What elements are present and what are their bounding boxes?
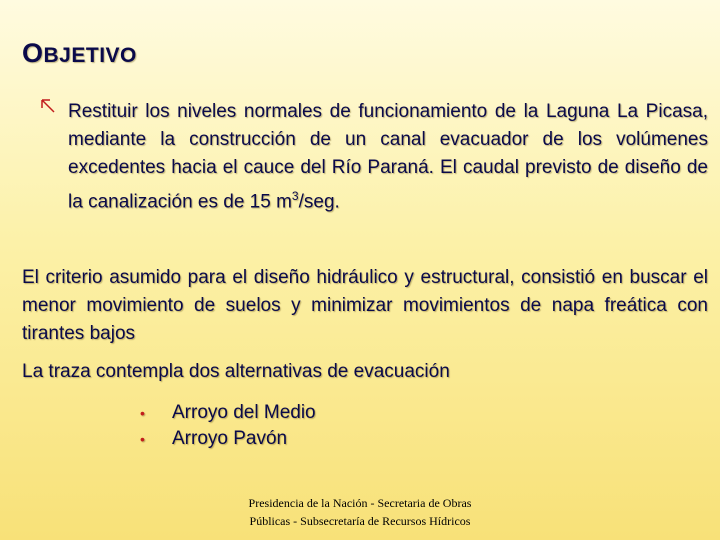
criterio-paragraph: El criterio asumido para el diseño hidráulico y estructural, consistió en buscar el menor movimiento de suelos y minimizar movimientos de napa freática con tirantes bajos (22, 267, 708, 344)
objective-end: /seg. (298, 191, 340, 213)
bullet-dot-icon: • (140, 405, 145, 421)
slide-title (22, 38, 137, 69)
alternatives-list (140, 400, 316, 452)
objective-main: Restituir los niveles normales de funcionamiento de la Laguna La Picasa, mediante la construcción de un canal evacuador de los volúmenes excedentes hacia el cauce del Río Paraná. El caudal previsto de diseño de la canalización es de 15 m (68, 101, 708, 213)
title-rest: BJETIVO (43, 44, 137, 67)
alternative-label: Arroyo del Medio (172, 402, 316, 423)
objective-exponent: 3 (291, 189, 299, 203)
alternative-label: Arroyo Pavón (172, 428, 288, 449)
traza-paragraph: La traza contempla dos alternativas de evacuación (22, 361, 450, 382)
footer-text: Presidencia de la Nación - Secretaria de Obras Públicas - Subsecretaría de Recursos Hídricos (248, 496, 472, 528)
list-item (140, 400, 316, 426)
list-item (140, 426, 316, 452)
bullet-dot-icon: • (140, 431, 145, 447)
title-first-letter: O (22, 38, 44, 68)
arrow-up-left-icon (40, 98, 56, 114)
objective-block (40, 98, 708, 216)
objective-text (68, 98, 708, 216)
